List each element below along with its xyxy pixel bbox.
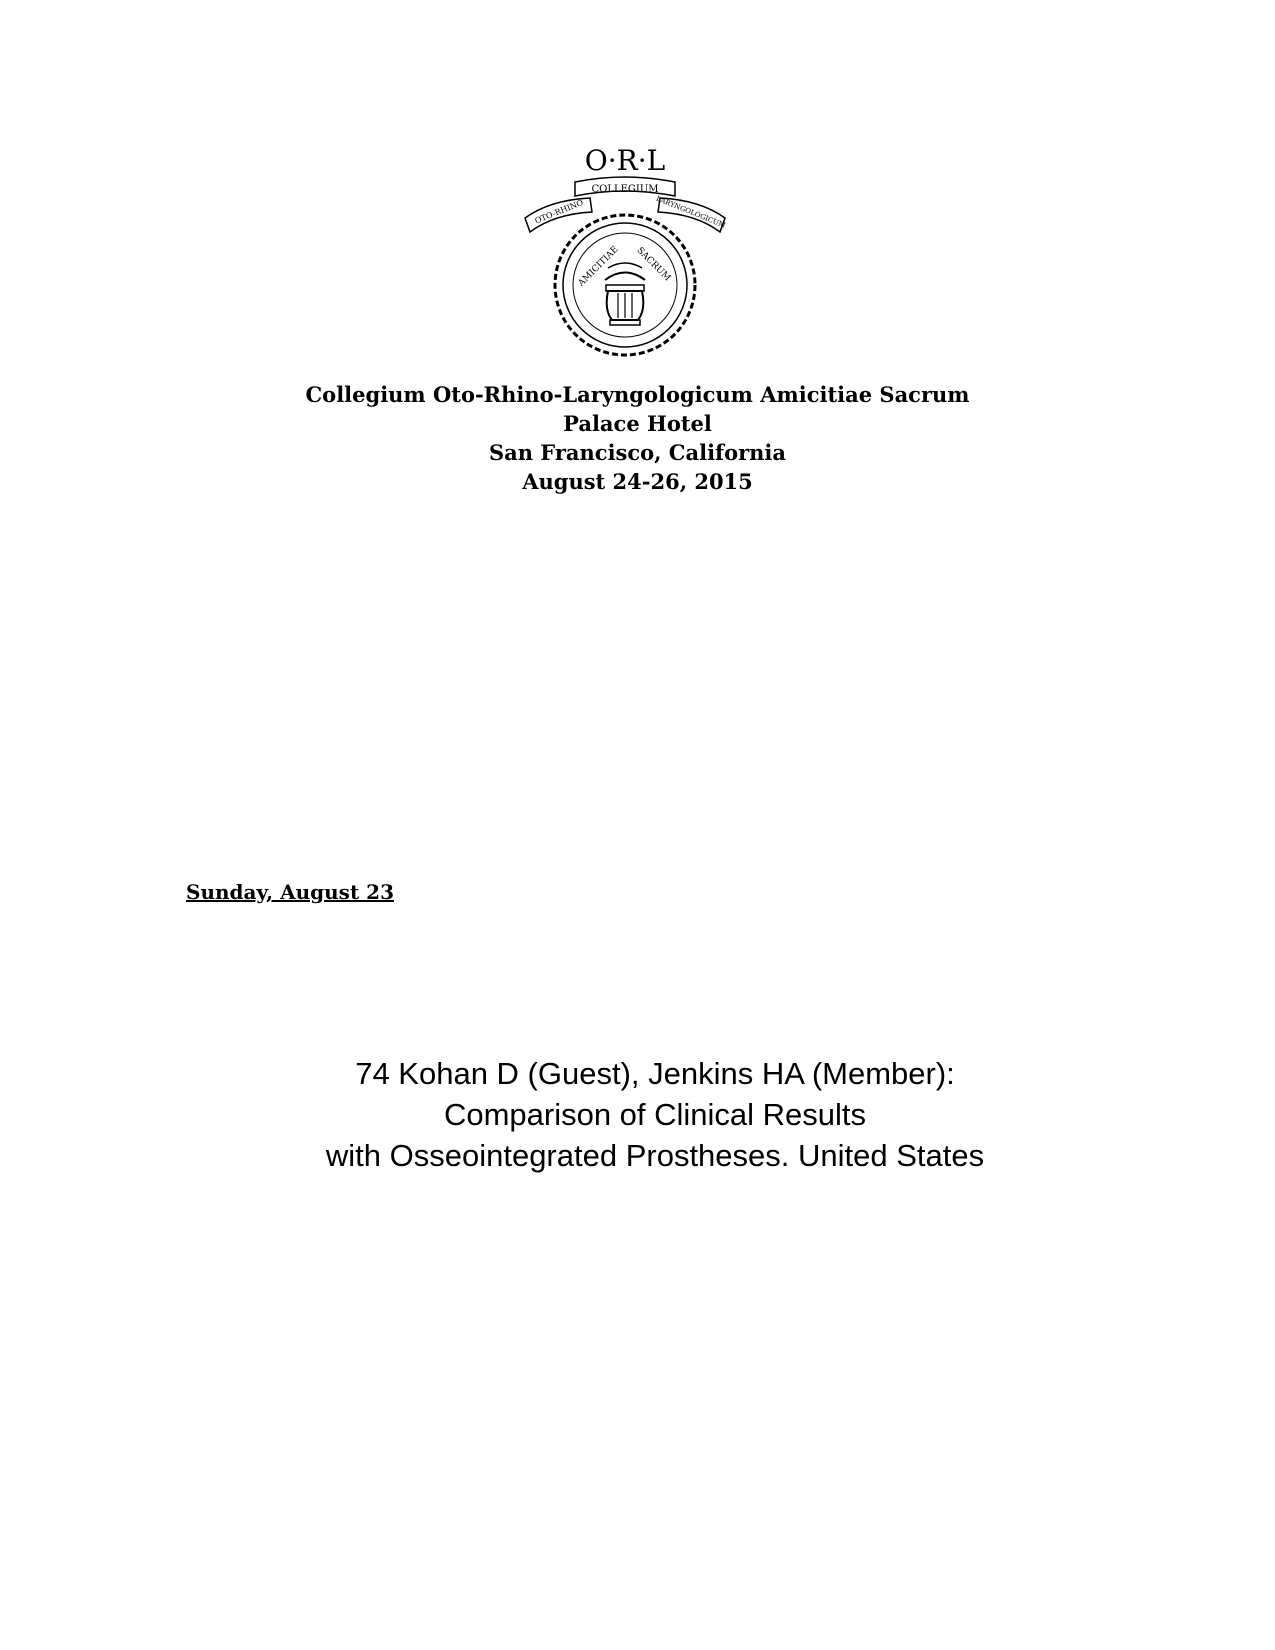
abstract-title-line-2: with Osseointegrated Prostheses. United States [325, 1138, 985, 1173]
abstract-title [0, 1053, 1275, 1176]
venue-name: Palace Hotel [563, 411, 712, 436]
svg-text:COLLEGIUM: COLLEGIUM [591, 184, 659, 195]
organization-name: Collegium Oto-Rhino-Laryngologicum Amicitiae Sacrum [305, 382, 970, 407]
meeting-dates: August 24-26, 2015 [522, 469, 753, 494]
svg-text:LARYNGOLOGICUM: LARYNGOLOGICUM [654, 194, 727, 230]
svg-text:AMICITIAE: AMICITIAE [576, 244, 621, 289]
abstract-authors: 74 Kohan D (Guest), Jenkins HA (Member): [355, 1056, 955, 1091]
orl-seal-logo [520, 140, 730, 370]
svg-text:OTO-RHINO: OTO-RHINO [533, 197, 585, 226]
meeting-header [0, 380, 1275, 496]
abstract-title-line-1: Comparison of Clinical Results [443, 1097, 867, 1132]
day-heading: Sunday, August 23 [186, 880, 394, 904]
svg-text:O·R·L: O·R·L [584, 144, 666, 177]
svg-text:SACRUM: SACRUM [634, 245, 673, 284]
city-name: San Francisco, California [488, 440, 787, 465]
